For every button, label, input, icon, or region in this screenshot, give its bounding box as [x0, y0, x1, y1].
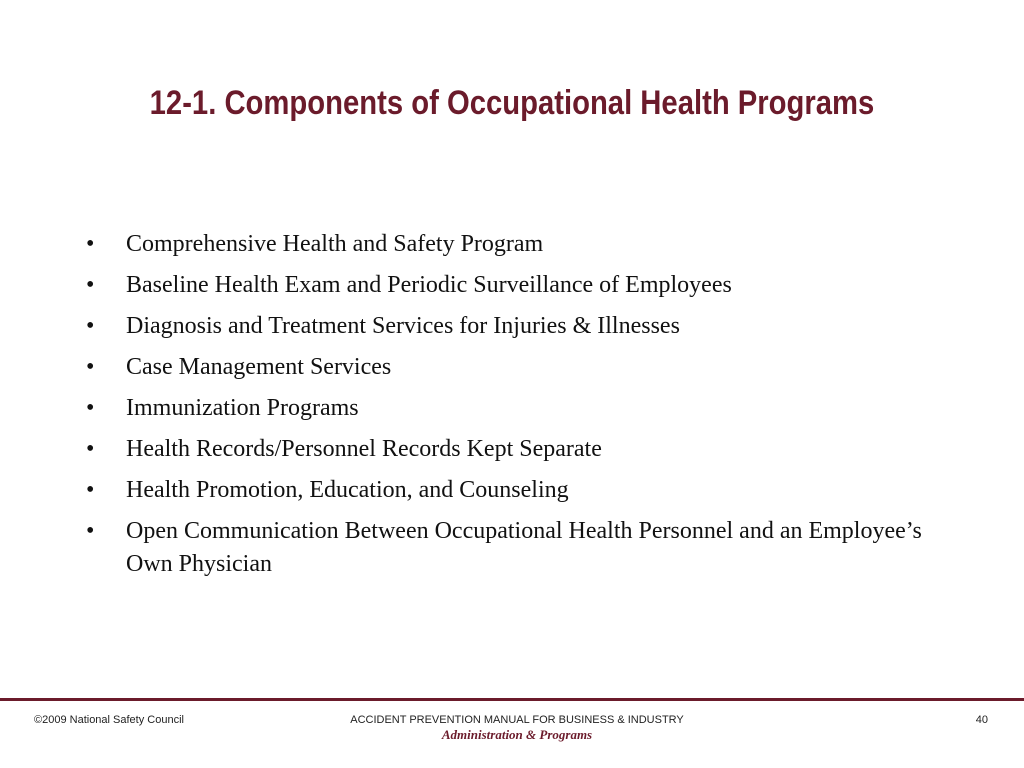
list-item [86, 228, 946, 261]
list-item [86, 269, 946, 302]
bullet-text: Open Communication Between Occupational Health Personnel and an Employee’s Own Physician [126, 518, 922, 577]
list-item [86, 515, 946, 581]
bullet-icon: • [86, 313, 95, 339]
bullet-icon: • [86, 436, 95, 462]
bullet-icon: • [86, 272, 95, 298]
list-item [86, 310, 946, 343]
bullet-icon: • [86, 354, 95, 380]
bullet-text: Health Records/Personnel Records Kept Separate [126, 436, 602, 462]
bullet-text: Diagnosis and Treatment Services for Injuries & Illnesses [126, 313, 680, 339]
list-item [86, 351, 946, 384]
bullet-list [86, 228, 946, 589]
bullet-icon: • [86, 395, 95, 421]
bullet-text: Immunization Programs [126, 395, 359, 421]
list-item [86, 433, 946, 466]
bullet-text: Comprehensive Health and Safety Program [126, 231, 544, 257]
footer-manual [312, 714, 722, 743]
bullet-icon: • [86, 518, 95, 544]
footer-divider [0, 698, 1024, 701]
slide-title: 12-1. Components of Occupational Health Programs [149, 84, 875, 122]
bullet-icon: • [86, 231, 95, 257]
bullet-icon: • [86, 477, 95, 503]
page-number: 40 [975, 714, 988, 726]
footer-copyright: ©2009 National Safety Council [34, 714, 184, 726]
list-item [86, 392, 946, 425]
list-item [86, 474, 946, 507]
footer-section: Administration & Programs [441, 727, 593, 742]
footer-manual-title: ACCIDENT PREVENTION MANUAL FOR BUSINESS & INDUSTRY [350, 714, 684, 726]
bullet-text: Baseline Health Exam and Periodic Surveillance of Employees [126, 272, 732, 298]
bullet-text: Health Promotion, Education, and Counseling [126, 477, 569, 503]
bullet-text: Case Management Services [126, 354, 392, 380]
